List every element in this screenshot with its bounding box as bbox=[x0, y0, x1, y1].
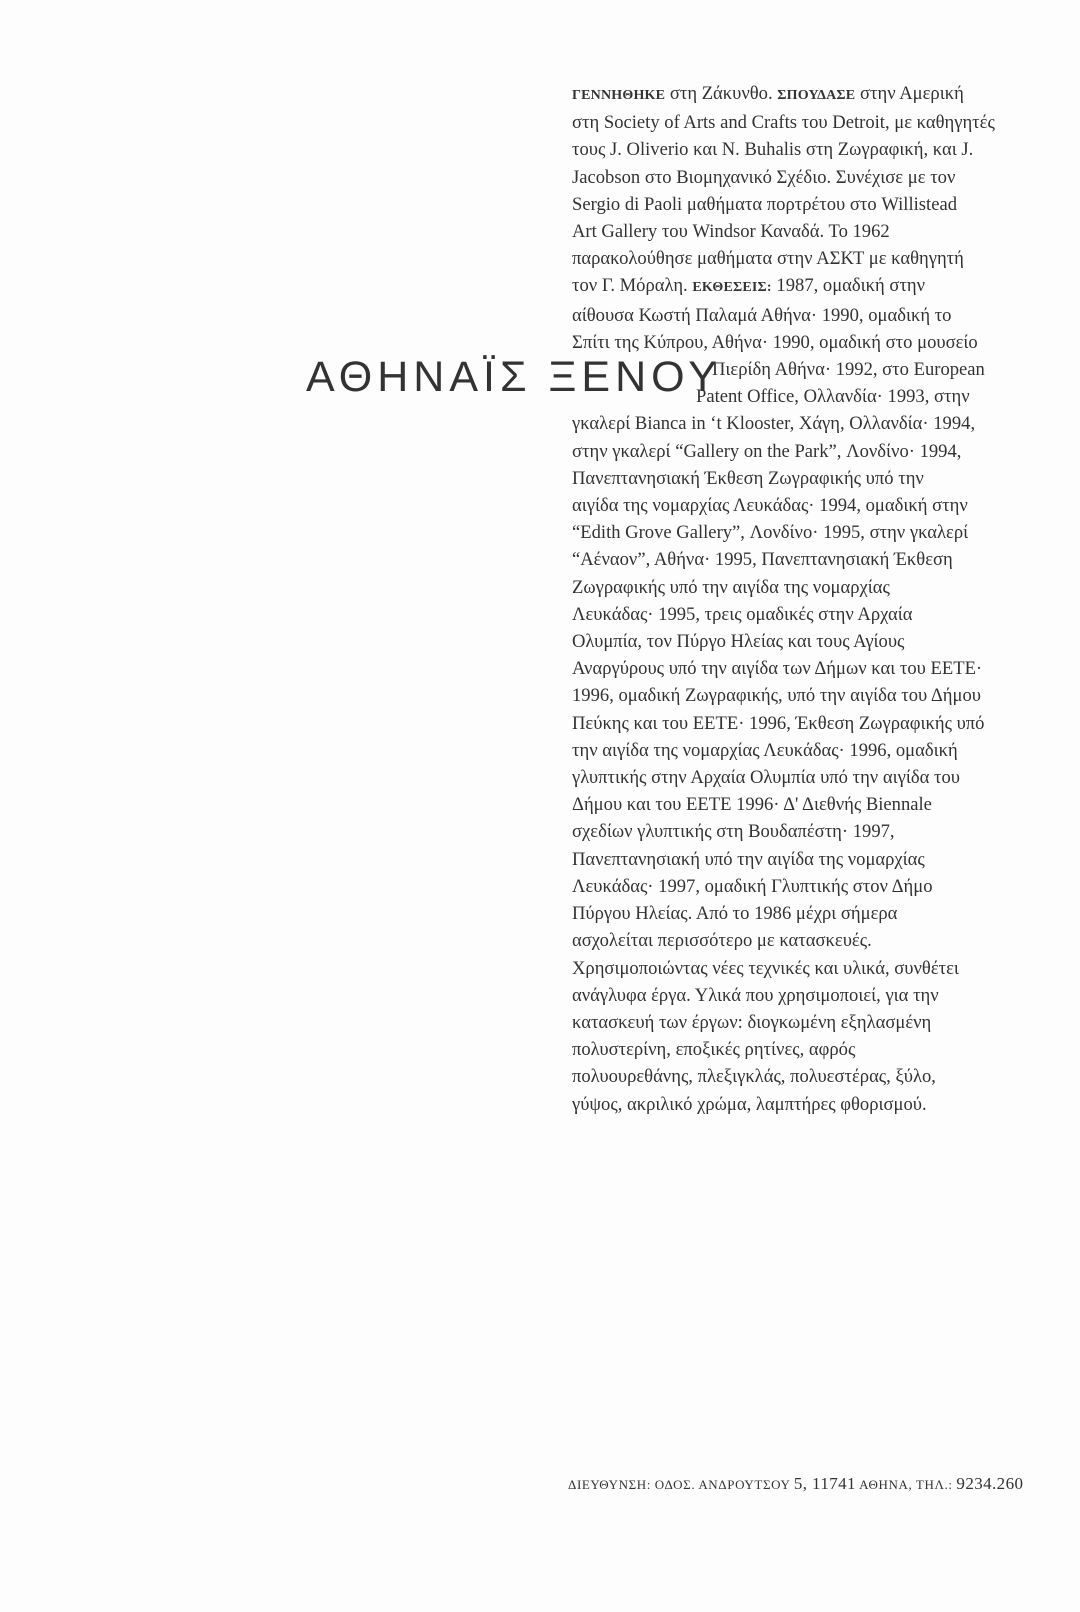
bio-line: Πύργου Ηλείας. Από το 1986 μέχρι σήμερα bbox=[572, 903, 898, 925]
bio-line: Σπίτι της Κύπρου, Αθήνα· 1990, ομαδική στο μουσείο bbox=[572, 331, 978, 353]
bio-line: πολυουρεθάνης, πλεξιγκλάς, πολυεστέρας, ξύλο, bbox=[572, 1066, 936, 1088]
bio-line: Sergio di Paoli μαθήματα πορτρέτου στο Willistead bbox=[572, 193, 958, 215]
bio-line: γκαλερί Bianca in ‘t Klooster, Χάγη, Ολλανδία· 1994, bbox=[572, 413, 976, 435]
bio-line: Patent Office, Ολλανδία· 1993, στην bbox=[696, 386, 970, 408]
address-number: 5, 11741 bbox=[793, 1474, 856, 1493]
bio-line: 1996, ομαδική Ζωγραφικής, υπό την αιγίδα του Δήμου bbox=[572, 685, 981, 707]
bio-line: γλυπτικής στην Αρχαία Ολυμπία υπό την αιγίδα του bbox=[572, 767, 960, 789]
address-footer bbox=[568, 1474, 1023, 1494]
bio-line: Ζωγραφικής υπό την αιγίδα της νομαρχίας bbox=[572, 576, 890, 598]
bio-line: “Αέναον”, Αθήνα· 1995, Πανεπτανησιακή Έκθεση bbox=[572, 549, 953, 571]
bio-line: στην γκαλερί “Gallery on the Park”, Λονδίνο· 1994, bbox=[572, 440, 962, 462]
bio-line: Πεύκης και του ΕΕΤΕ· 1996, Έκθεση Ζωγραφικής υπό bbox=[572, 712, 985, 734]
bio-line: αιγίδα της νομαρχίας Λευκάδας· 1994, ομαδική στην bbox=[572, 495, 968, 517]
bio-line: “Edith Grove Gallery”, Λονδίνο· 1995, στην γκαλερί bbox=[572, 522, 969, 544]
bio-line: αίθουσα Κωστή Παλαμά Αθήνα· 1990, ομαδική το bbox=[572, 304, 952, 326]
bio-line: Jacobson στο Βιομηχανικό Σχέδιο. Συνέχισε με τον bbox=[572, 166, 956, 188]
bio-line: πολυστερίνη, εποξικές ρητίνες, αφρός bbox=[572, 1039, 856, 1061]
bio-line: Χρησιμοποιώντας νέες τεχνικές και υλικά, συνθέτει bbox=[572, 957, 959, 979]
bio-line: παρακολούθησε μαθήματα στην ΑΣΚΤ με καθηγητή bbox=[572, 248, 964, 270]
bio-line: την αιγίδα της νομαρχίας Λευκάδας· 1996, ομαδική bbox=[572, 739, 958, 761]
bio-line: Πιερίδη Αθήνα· 1992, στο European bbox=[712, 359, 985, 381]
bio-line: ανάγλυφα έργα. Υλικά που χρησιμοποιεί, για την bbox=[572, 984, 939, 1006]
bio-line: σχεδίων γλυπτικής στη Βουδαπέστη· 1997, bbox=[572, 821, 895, 843]
bio-line: ΓΕΝΝΗΘΗΚΕ στη Ζάκυνθο. ΣΠΟΥΔΑΣΕ στην Αμερική bbox=[572, 83, 964, 104]
heading-born: ΓΕΝΝΗΘΗΚΕ bbox=[572, 88, 666, 103]
bio-line: Αναργύρους υπό την αιγίδα των Δήμων και του ΕΕΤΕ· bbox=[572, 658, 983, 680]
heading-exhibitions: ΕΚΘΕΣΕΙΣ: bbox=[692, 280, 772, 296]
bio-line: στη Society of Arts and Crafts του Detroit, με καθηγητές bbox=[572, 112, 995, 134]
bio-line: Πανεπτανησιακή υπό την αιγίδα της νομαρχίας bbox=[572, 848, 925, 870]
bio-line: Λευκάδας· 1995, τρεις ομαδικές στην Αρχαία bbox=[572, 603, 913, 625]
bio-line: Πανεπτανησιακή Έκθεση Ζωγραφικής υπό την bbox=[572, 467, 924, 489]
bio-line: τον Γ. Μόραλη. ΕΚΘΕΣΕΙΣ: 1987, ομαδική στην bbox=[572, 275, 926, 297]
bio-line: Δήμου και του ΕΕΤΕ 1996· Δ' Διεθνής Biennale bbox=[572, 794, 932, 816]
bio-line: Λευκάδας· 1997, ομαδική Γλυπτικής στον Δήμο bbox=[572, 875, 933, 897]
phone-number: 9234.260 bbox=[956, 1474, 1024, 1493]
bio-line: κατασκευή των έργων: διογκωμένη εξηλασμένη bbox=[572, 1011, 932, 1033]
biography bbox=[572, 80, 1032, 1118]
heading-studied: ΣΠΟΥΔΑΣΕ bbox=[777, 88, 856, 103]
bio-line: τους J. Oliverio και N. Buhalis στη Ζωγραφική, και J. bbox=[572, 139, 974, 161]
address-city: ΑΘΗΝΑ, ΤΗΛ.: bbox=[859, 1477, 953, 1492]
bio-line: Art Gallery του Windsor Καναδά. Το 1962 bbox=[572, 221, 890, 243]
artist-name: ΑΘΗΝΑΪΣ ΞΕΝΟΥ bbox=[306, 353, 722, 401]
bio-line: ασχολείται περισσότερο με κατασκευές. bbox=[572, 930, 872, 952]
bio-line: Ολυμπία, τον Πύργο Ηλείας και τους Αγίους bbox=[572, 631, 905, 653]
address-label: ΔΙΕΥΘΥΝΣΗ: ΟΔΟΣ. ΑΝΔΡΟΥΤΣΟΥ bbox=[568, 1477, 790, 1492]
bio-line: γύψος, ακριλικό χρώμα, λαμπτήρες φθορισμού. bbox=[572, 1093, 927, 1115]
